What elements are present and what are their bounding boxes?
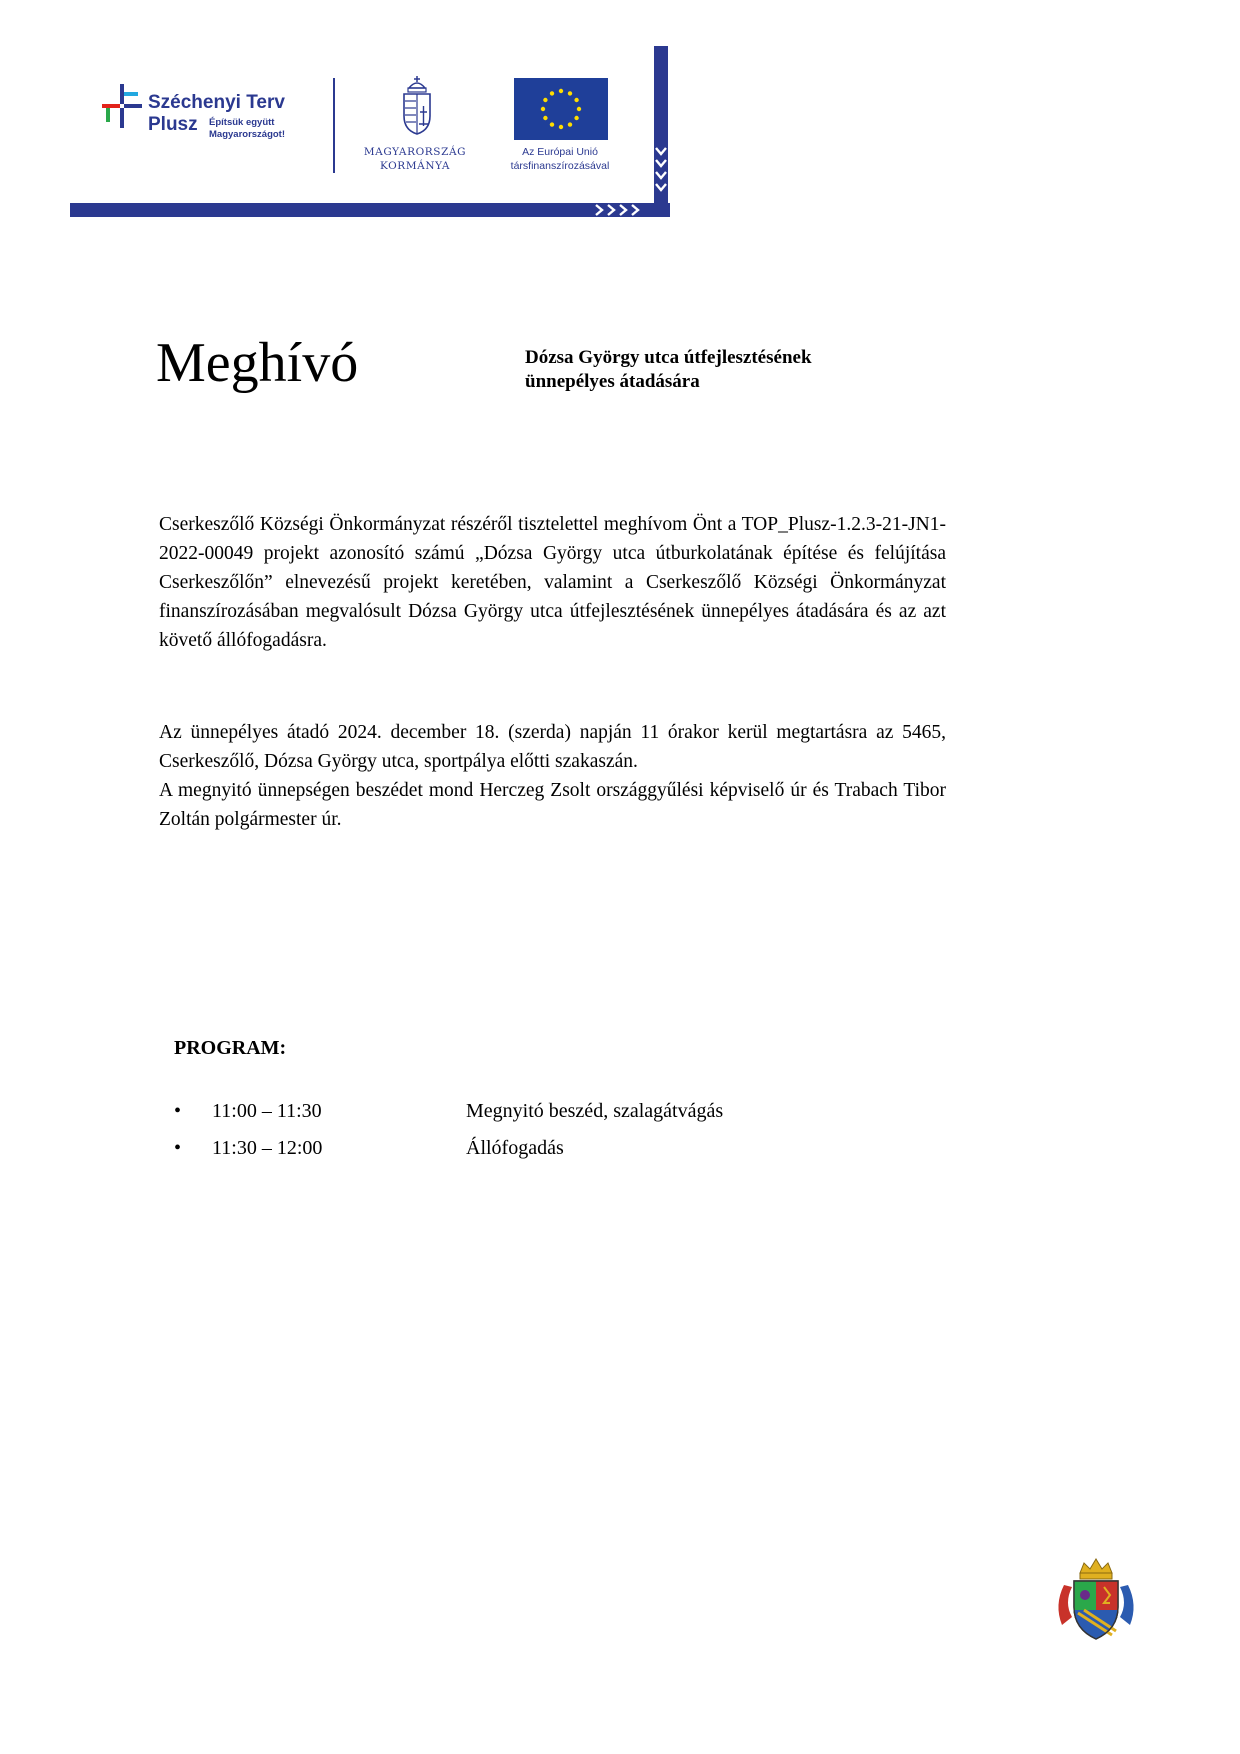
government-line-1: MAGYARORSZÁG — [363, 146, 467, 158]
subtitle-line-1: Dózsa György utca útfejlesztésének — [525, 347, 812, 368]
eu-line-1: Az Európai Unió — [522, 146, 598, 158]
szechenyi-title: Széchenyi Terv — [148, 92, 285, 113]
eu-line-2: társfinanszírozásával — [510, 160, 610, 172]
header-banner — [70, 46, 670, 220]
program-item — [174, 1098, 874, 1135]
event-details-line-1: Az ünnepélyes átadó 2024. december 18. (szerda) napján 11 órakor kerül megtartásra az 5465, Cserkeszőlő, Dózsa György utca, sportpálya előtti szakaszán. — [159, 722, 946, 772]
szechenyi-tagline — [209, 117, 285, 141]
szechenyi-plus-cross-icon — [100, 84, 144, 128]
bullet-icon: • — [174, 1100, 182, 1122]
invitation-paragraph: Cserkeszőlő Községi Önkormányzat részéről tisztelettel meghívom Önt a TOP_Plusz-1.2.3-21-JN1-2022-00049 projekt azonosító számú „Dózsa György utca útburkolatának építése és felújítása Cserkeszőlőn” elnevezésű projekt keretében, valamint a Cserkeszőlő Községi Önkormányzat finanszírozásában megvalósult Dózsa György utca útfejlesztésének ünnepélyes átadására és az azt követő állófogadásra. — [159, 514, 946, 651]
event-details-line-2: A megnyitó ünnepségen beszédet mond Herczeg Zsolt országgyűlési képviselő úr és Trabach Tibor Zoltán polgármester úr. — [159, 780, 946, 830]
event-details-paragraph — [159, 718, 946, 834]
page-subtitle — [525, 346, 812, 394]
eu-flag-icon — [514, 78, 608, 140]
szechenyi-tagline-line-2: Magyarországot! — [209, 129, 286, 140]
program-time: 11:30 – 12:00 — [212, 1137, 323, 1159]
szechenyi-tagline-line-1: Építsük együtt — [209, 117, 275, 128]
logo-divider — [333, 78, 335, 173]
hungarian-coat-of-arms-icon — [400, 76, 434, 136]
program-item — [174, 1135, 874, 1172]
program-heading: PROGRAM: — [174, 1037, 287, 1059]
subtitle-line-2: ünnepélyes átadására — [525, 371, 700, 392]
program-time: 11:00 – 11:30 — [212, 1100, 322, 1122]
cserkeszolo-coat-of-arms-icon — [1054, 1555, 1138, 1643]
government-line-2: KORMÁNYA — [379, 160, 451, 172]
chevron-down-icon — [654, 144, 668, 194]
banner-bottom-bar — [70, 203, 670, 217]
program-description: Állófogadás — [466, 1137, 564, 1159]
chevron-right-icon — [592, 203, 648, 217]
program-description: Megnyitó beszéd, szalagátvágás — [466, 1100, 724, 1122]
program-list — [174, 1098, 874, 1172]
szechenyi-plus: Plusz — [148, 114, 198, 135]
page-title: Meghívó — [156, 332, 359, 394]
bullet-icon: • — [174, 1137, 182, 1159]
